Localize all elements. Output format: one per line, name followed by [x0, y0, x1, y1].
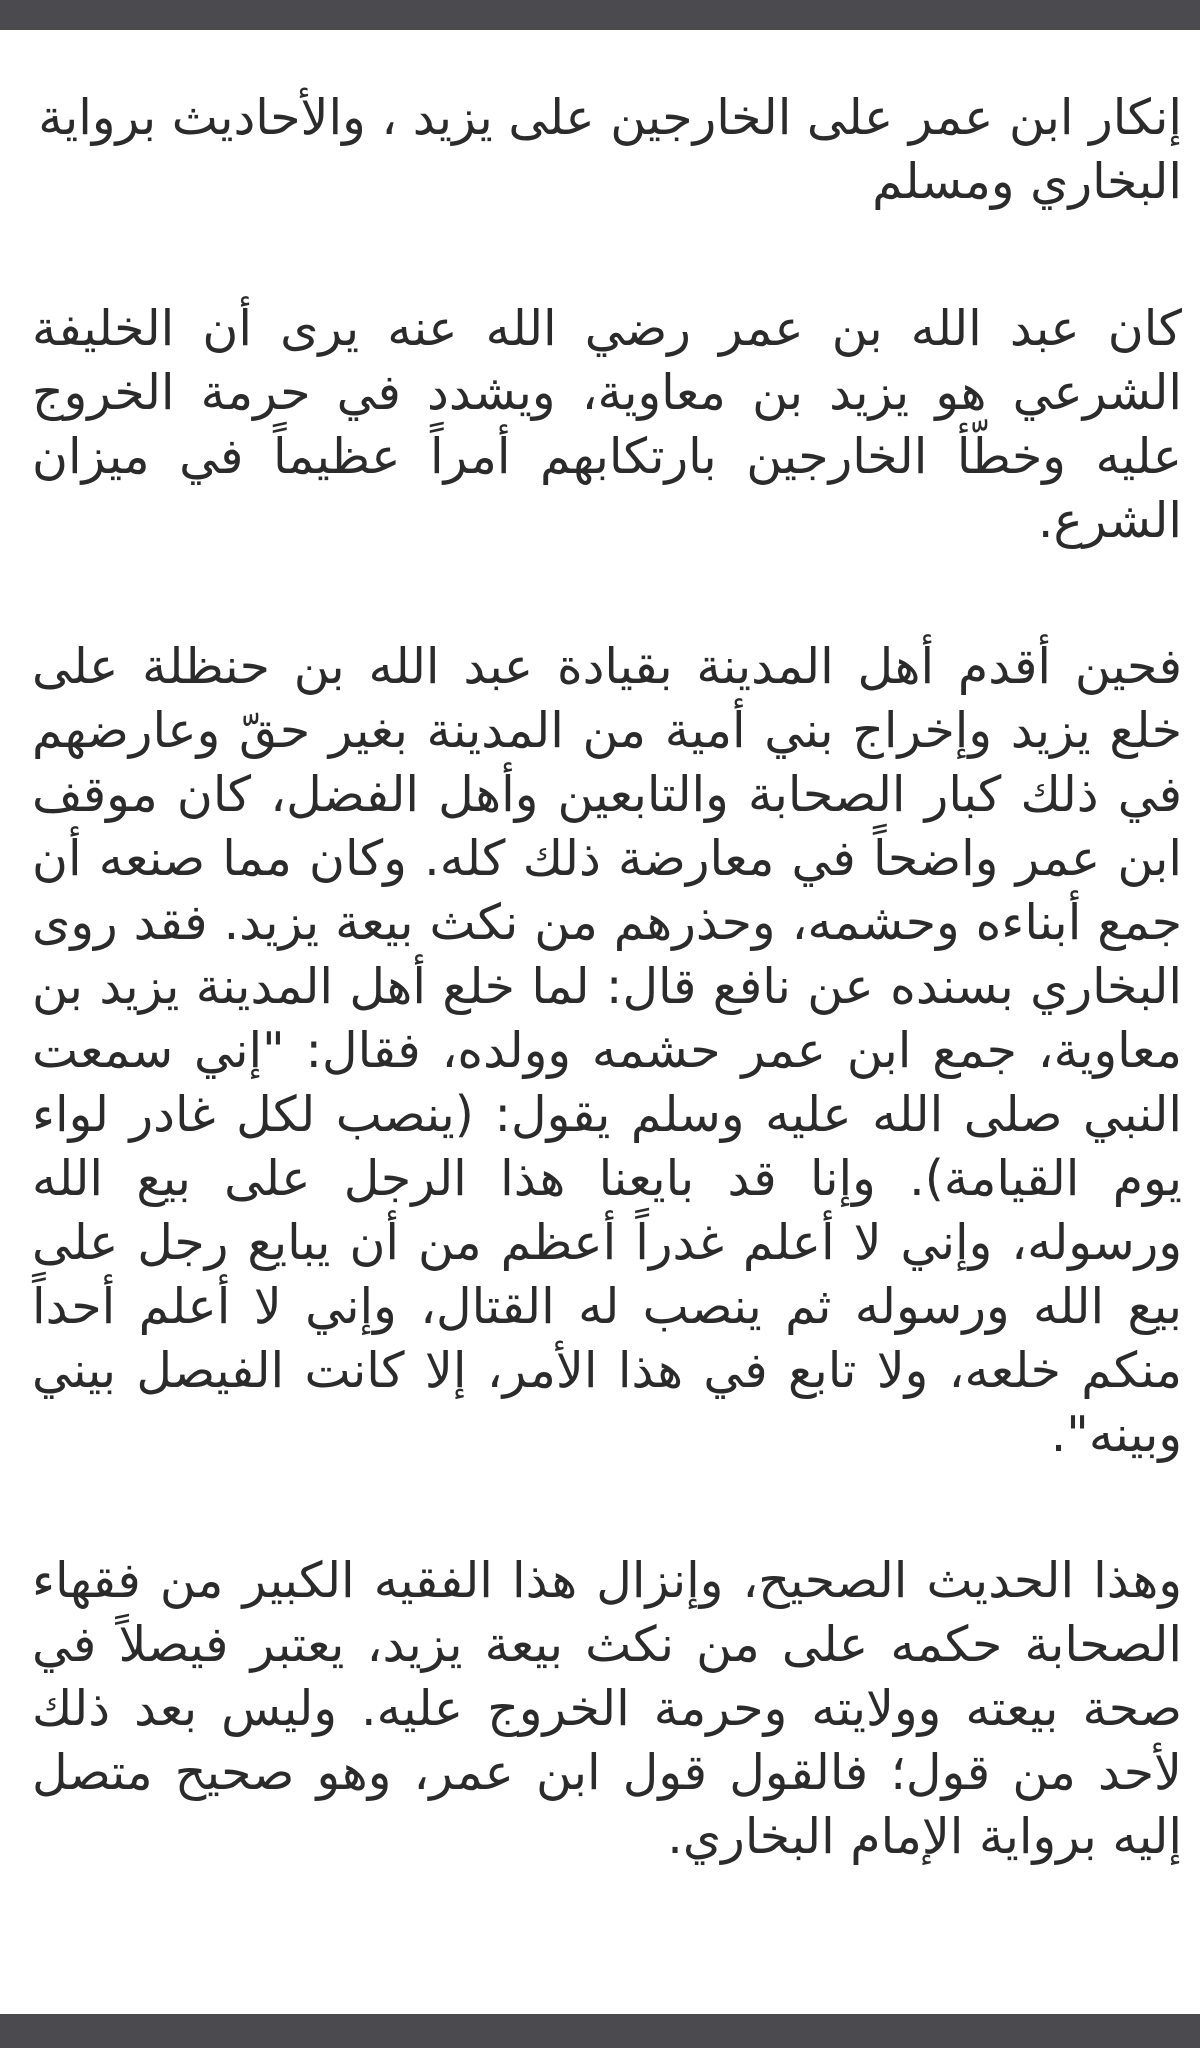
paragraph-1: كان عبد الله بن عمر رضي الله عنه يرى أن الخليفة الشرعي هو يزيد بن معاوية، ويشدد في حرمة الخروج عليه وخطّأ الخارجين بارتكابهم أمراً عظيماً في ميزان الشرع. [32, 300, 1182, 549]
bottom-bar [0, 2014, 1200, 2048]
paragraph-3: وهذا الحديث الصحيح، وإنزال هذا الفقيه الكبير من فقهاء الصحابة حكمه على من نكث بيعة يزيد، يعتبر فيصلاً في صحة بيعته وولايته وحرمة الخروج عليه. وليس بعد ذلك لأحد من قول؛ فالقول قول ابن عمر، وهو صحيح متصل إليه برواية الإمام البخاري. [32, 1552, 1182, 1865]
top-bar [0, 0, 1200, 30]
article-title: إنكار ابن عمر على الخارجين على يزيد ، والأحاديث برواية البخاري ومسلم [38, 89, 1182, 210]
article [32, 86, 1182, 1869]
paragraph-2: فحين أقدم أهل المدينة بقيادة عبد الله بن حنظلة على خلع يزيد وإخراج بني أمية من المدينة بغير حقّ وعارضهم في ذلك كبار الصحابة والتابعين وأهل الفضل، كان موقف ابن عمر واضحاً في معارضة ذلك كله. وكان مما صنعه أن جمع أبناءه وحشمه، وحذرهم من نكث بيعة يزيد. فقد روى البخاري بسنده عن نافع قال: لما خلع أهل المدينة يزيد بن معاوية، جمع ابن عمر حشمه وولده، فقال: "إني سمعت النبي صلى الله عليه وسلم يقول: (ينصب لكل غادر لواء يوم القيامة). وإنا قد بايعنا هذا الرجل على بيع الله ورسوله، وإني لا أعلم غدراً أعظم من أن يبايع رجل على بيع الله ورسوله ثم ينصب له القتال، وإني لا أعلم أحداً منكم خلعه، ولا تابع في هذا الأمر، إلا كانت الفيصل بيني وبينه". [32, 638, 1182, 1463]
